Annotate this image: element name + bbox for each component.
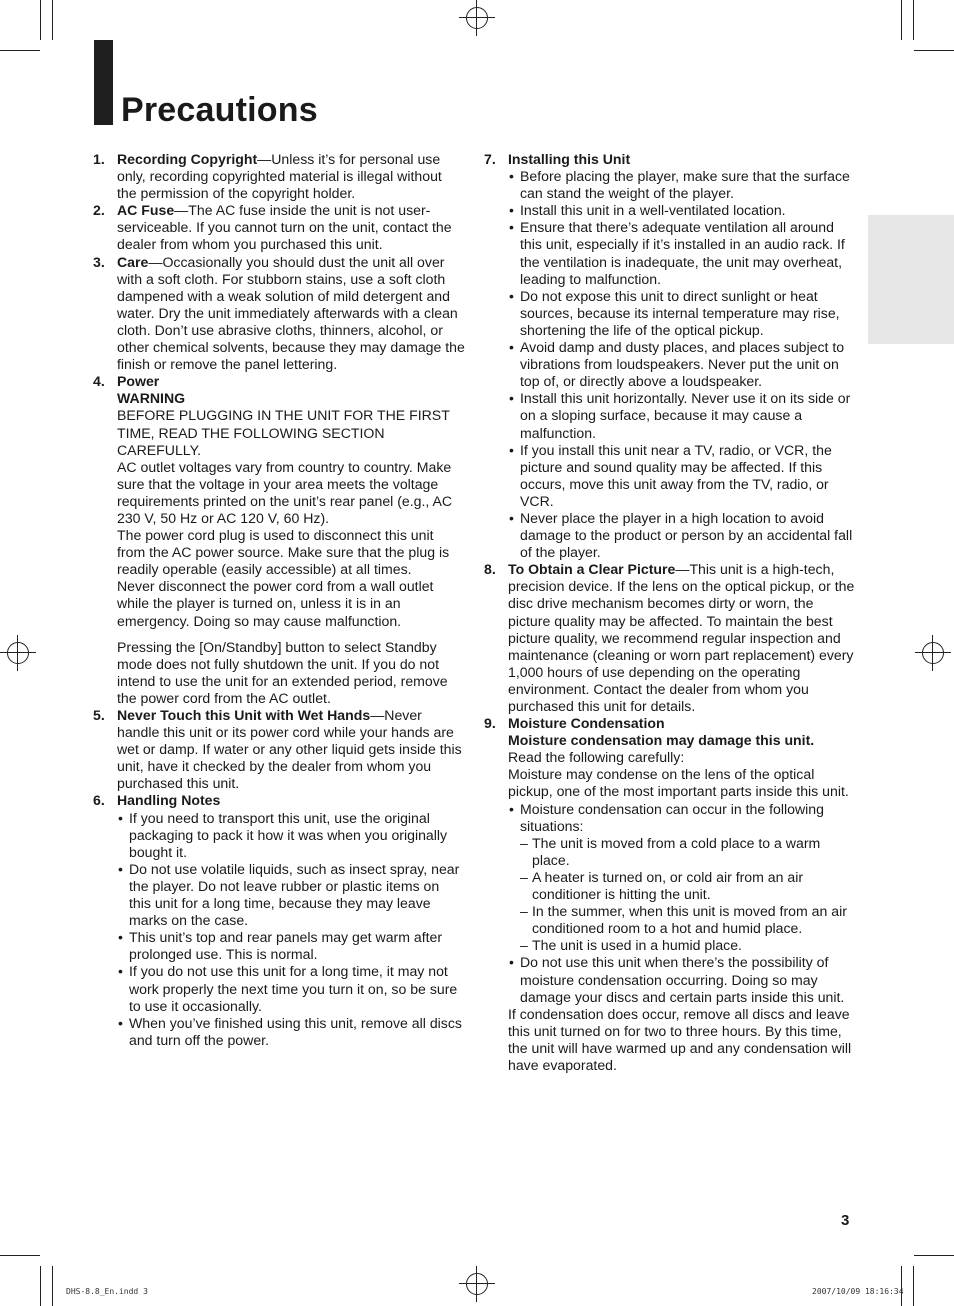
registration-mark-bottom (459, 1266, 495, 1302)
crop-mark (914, 1255, 954, 1256)
crop-mark (52, 1266, 53, 1306)
list-item: • When you’ve finished using this unit, remove all discs and turn off the power. (117, 1015, 465, 1049)
item-ac-fuse: 2. AC Fuse—The AC fuse inside the unit is not user-serviceable. If you cannot turn on the unit, contact the dealer from whom you purchased this unit. (93, 202, 452, 253)
moisture-read: Read the following carefully: (508, 749, 685, 766)
item-care: 3. Care—Occasionally you should dust the unit all over with a soft cloth. For stubborn stains, use a soft cloth dampened with a weak solution of mild detergent and water. Dry the unit immediately afterwards with a clean cloth. Don’t use abrasive cloths, thinners, alcohol, or other chemical solvents, because they may damage the finish or remove the panel lettering. (93, 253, 465, 373)
crop-mark (40, 1266, 41, 1306)
dash-list (520, 835, 856, 955)
power-paragraph: AC outlet voltages vary from country to country. Make sure that the voltage in your area meets the voltage requirements printed on the unit’s rear panel (e.g., AC 230 V, 50 Hz or AC 120 V, 60 Hz). (117, 458, 453, 526)
bullet-list (508, 168, 856, 561)
warning-label: WARNING (117, 390, 186, 407)
title-accent-bar (94, 40, 113, 125)
item-text: —Occasionally you should dust the unit all over with a soft cloth. For stubborn stains, use a soft cloth dampened with a weak solution of mild detergent and water. Dry the unit immediately afterwards with a clean cloth. Don’t use abrasive cloths, thinners, alcohol, or other chemical solvents, because they may damage the finish or remove the panel lettering. (117, 253, 465, 373)
item-text: —Unless it’s for personal use only, recording copyrighted material is illegal without the permission of the copyright holder. (117, 151, 442, 202)
power-paragraph: Never disconnect the power cord from a wall outlet while the player is turned on, unless it is in an emergency. Doing so may cause malfunction. (117, 578, 434, 629)
crop-mark (901, 0, 902, 40)
list-item: • Ensure that there’s adequate ventilation all around this unit, especially if it’s installed in an audio rack. If the ventilation is inadequate, the unit may overheat, leading to malfunction. (508, 219, 856, 287)
dash-item: – A heater is turned on, or cold air from an air conditioner is hitting the unit. (520, 868, 804, 903)
item-text: —This unit is a high-tech, precision device. If the lens on the optical pickup, or the disc drive mechanism becomes dirty or worn, the picture quality may be affected. To maintain the best picture quality, we recommend regular inspection and maintenance (cleaning or worn part replacement) every 1,000 hours of use depending on the operating environment. Contact the dealer from whom you purchased this unit for details. (508, 561, 855, 714)
crop-mark (913, 0, 914, 40)
dash-item: – In the summer, when this unit is moved from an air conditioned room to a hot and humid place. (520, 903, 847, 937)
crop-mark (901, 1266, 902, 1306)
list-item: • If you do not use this unit for a long time, it may not work properly the next time you turn it on, so be sure to use it occasionally. (117, 963, 465, 1014)
crop-mark (52, 0, 53, 40)
item-title: Recording Copyright (117, 151, 258, 167)
list-item: • If you need to transport this unit, use the original packaging to pack it how it was when you originally bought it. (117, 810, 465, 861)
crop-mark (0, 50, 40, 51)
left-column (93, 151, 465, 1049)
item-wet-hands: 5. Never Touch this Unit with Wet Hands—Never handle this unit or its power cord while your hands are wet or damp. If water or any other liquid gets inside this unit, have it checked by the dealer from whom you purchased this unit. (93, 707, 462, 792)
item-installing: 7. Installing this Unit • Before placing the player, make sure that the surface can stand the weight of the player. • Install this unit in a well-ventilated location. • Ensure that there’s adequate ventilation all around this unit, especially if it’s installed in an audio rack. If the ventilation is inadequate, the unit may overheat, leading to malfunction. • Do not expose this unit to direct sunlight or heat sources, because its internal temperature may rise, shortening the life of the optical pickup. • Avoid damp and dusty places, and places subject to vibrations from loudspeakers. Never put the unit on top of, or directly above a loudspeaker. • Install this unit horizontally. Never use it on its side or on a sloping surface, because it may cause a malfunction. • If you install this unit near a TV, radio, or VCR, the picture and sound quality may be affected. If this occurs, move this unit away from the TV, radio, or VCR. • Never place the player in a high location to avoid damage to the product or person by an accidental fall of the player. (484, 151, 856, 561)
list-item: • Never place the player in a high location to avoid damage to the product or person by an accidental fall of the player. (508, 510, 856, 561)
crop-mark (914, 50, 954, 51)
list-item: • Install this unit horizontally. Never use it on its side or on a sloping surface, because it may cause a malfunction. (508, 390, 856, 441)
item-recording-copyright: 1. Recording Copyright—Unless it’s for personal use only, recording copyrighted material is illegal without the permission of the copyright holder. (93, 151, 442, 202)
item-title: Handling Notes (117, 792, 221, 809)
list-item: • Do not expose this unit to direct sunlight or heat sources, because its internal temperature may rise, shortening the life of the optical pickup. (508, 288, 856, 339)
item-title: To Obtain a Clear Picture (508, 561, 676, 578)
side-language-tab (868, 215, 954, 344)
footer-file-name: DHS-8.8_En.indd 3 (66, 1287, 148, 1296)
moisture-subtitle: Moisture condensation may damage this unit. (508, 732, 815, 749)
list-item: • Do not use volatile liquids, such as insect spray, near the player. Do not leave rubber or plastic items on this unit for a long time, because they may leave marks on the case. (117, 861, 465, 929)
item-power: 4. Power WARNING BEFORE PLUGGING IN THE UNIT FOR THE FIRST TIME, READ THE FOLLOWING SECTION CAREFULLY. AC outlet voltages vary from country to country. Make sure that the voltage in your area meets the voltage requirements printed on the unit’s rear panel (e.g., AC 230 V, 50 Hz or AC 120 V, 60 Hz). The power cord plug is used to disconnect this unit from the AC power source. Make sure that the plug is readily operable (easily accessible) at all times. Never disconnect the power cord from a wall outlet while the player is turned on, unless it is in an emergency. Doing so may cause malfunction. Pressing the [On/Standby] button to select Standby mode does not fully shutdown the unit. If you do not intend to use the unit for an extended period, remove the power cord from the AC outlet. (93, 373, 465, 707)
item-moisture-condensation: 9. Moisture Condensation Moisture condensation may damage this unit. Read the following carefully: Moisture may condense on the lens of the optical pickup, one of the most important parts inside this unit. • Moisture condensation can occur in the following situations: – The unit is moved from a cold place to a warm place. – A heater is turned on, or cold air from an air conditioner is hitting the unit. – In the summer, when this unit is moved from an air conditioned room to a hot and humid place. – The unit is used in a humid place. • Do not use this unit when there’s the possibility of moisture condensation occurring. Doing so may damage your discs and certain parts inside this unit. If condensation does occur, remove all discs and leave this unit turned on for two to three hours. By this time, the unit will have warmed up and any condensation will have evaporated. (484, 715, 856, 1074)
list-item: • Do not use this unit when there’s the possibility of moisture condensation occurring. Doing so may damage your discs and certain parts inside this unit. (508, 954, 856, 1005)
list-item: • If you install this unit near a TV, radio, or VCR, the picture and sound quality may be affected. If this occurs, move this unit away from the TV, radio, or VCR. (508, 442, 856, 510)
right-column (484, 151, 856, 1074)
registration-mark-top (459, 0, 495, 36)
item-title: Care (117, 253, 149, 270)
list-item: • Moisture condensation can occur in the following situations: – The unit is moved from a cold place to a warm place. – A heater is turned on, or cold air from an air conditioner is hitting the unit. – In the summer, when this unit is moved from an air conditioned room to a hot and humid place. – The unit is used in a humid place. (508, 801, 856, 955)
crop-mark (0, 1255, 40, 1256)
list-item: • This unit’s top and rear panels may get warm after prolonged use. This is normal. (117, 929, 465, 963)
item-clear-picture: 8. To Obtain a Clear Picture—This unit is a high-tech, precision device. If the lens on the optical pickup, or the disc drive mechanism becomes dirty or worn, the picture quality may be affected. To maintain the best picture quality, we recommend regular inspection and maintenance (cleaning or worn part replacement) every 1,000 hours of use depending on the operating environment. Contact the dealer from whom you purchased this unit for details. (484, 561, 855, 714)
dash-item: – The unit is moved from a cold place to a warm place. (520, 834, 821, 868)
bullet-list (508, 801, 856, 1006)
moisture-closing: If condensation does occur, remove all discs and leave this unit turned on for two to three hours. By this time, the unit will have warmed up and any condensation will have evaporated. (508, 1005, 852, 1073)
dash-item: – The unit is used in a humid place. (520, 937, 742, 954)
item-title: Power (117, 373, 160, 390)
registration-mark-left (0, 635, 36, 671)
list-item: • Before placing the player, make sure that the surface can stand the weight of the player. (508, 168, 856, 202)
page-number: 3 (841, 1212, 850, 1229)
item-title: AC Fuse (117, 202, 175, 219)
crop-mark (40, 0, 41, 40)
footer-timestamp: 2007/10/09 18:16:34 (812, 1287, 904, 1296)
list-item: • Install this unit in a well-ventilated location. (508, 202, 856, 219)
warning-caps-text: BEFORE PLUGGING IN THE UNIT FOR THE FIRST TIME, READ THE FOLLOWING SECTION CAREFULLY. (117, 407, 450, 458)
power-paragraph: The power cord plug is used to disconnect this unit from the AC power source. Make sure that the plug is readily operable (easily accessible) at all times. (117, 527, 450, 578)
page-title: Precautions (121, 91, 318, 129)
list-item: • Avoid damp and dusty places, and places subject to vibrations from loudspeakers. Never put the unit on top of, or directly above a loudspeaker. (508, 339, 856, 390)
item-text: —Never handle this unit or its power cord while your hands are wet or damp. If water or any other liquid gets inside this unit, have it checked by the dealer from whom you purchased this unit. (117, 707, 462, 792)
item-title: Installing this Unit (508, 151, 631, 167)
item-handling-notes: 6. Handling Notes • If you need to transport this unit, use the original packaging to pack it how it was when you originally bought it. • Do not use volatile liquids, such as insect spray, near the player. Do not leave rubber or plastic items on this unit for a long time, because they may leave marks on the case. • This unit’s top and rear panels may get warm after prolonged use. This is normal. • If you do not use this unit for a long time, it may not work properly the next time you turn it on, so be sure to use it occasionally. • When you’ve finished using this unit, remove all discs and turn off the power. (93, 792, 465, 1048)
bullet-list (117, 810, 465, 1049)
item-title: Moisture Condensation (508, 715, 665, 732)
item-title: Never Touch this Unit with Wet Hands (117, 707, 371, 723)
power-paragraph: Pressing the [On/Standby] button to select Standby mode does not fully shutdown the unit. If you do not intend to use the unit for an extended period, remove the power cord from the AC outlet. (117, 638, 448, 706)
registration-mark-right (915, 635, 951, 671)
moisture-intro: Moisture may condense on the lens of the optical pickup, one of the most important parts inside this unit. (508, 766, 849, 800)
crop-mark (913, 1266, 914, 1306)
item-text: —The AC fuse inside the unit is not user-serviceable. If you cannot turn on the unit, contact the dealer from whom you purchased this unit. (117, 202, 452, 253)
